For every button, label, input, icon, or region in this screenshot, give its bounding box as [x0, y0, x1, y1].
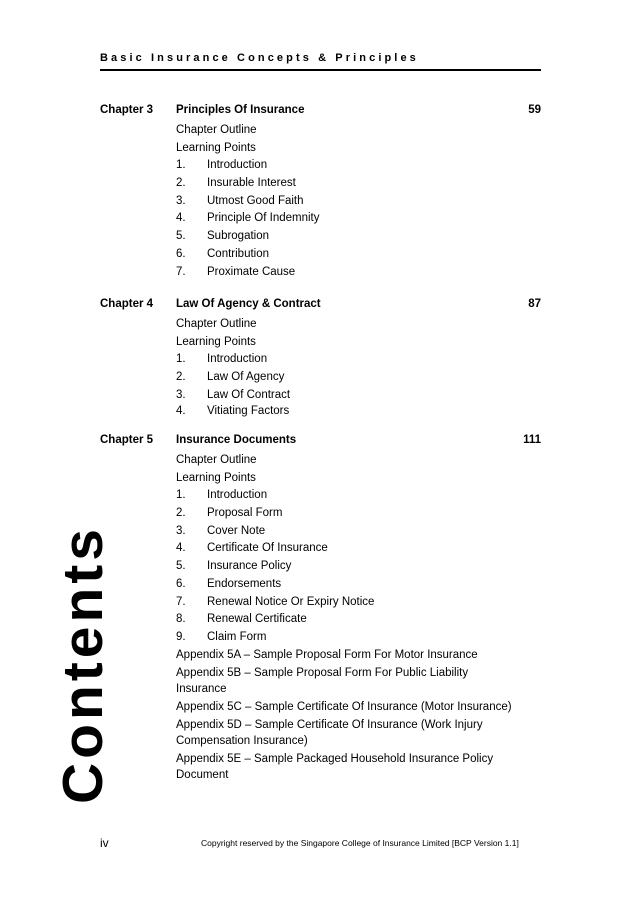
item-number: 5. [176, 230, 186, 243]
item-text: Utmost Good Faith [207, 194, 304, 207]
chapter-heading [100, 434, 541, 452]
chapter-outline: Chapter Outline [176, 318, 257, 330]
item-number: 2. [176, 371, 186, 384]
toc-item [176, 157, 541, 175]
item-text: Renewal Certificate [207, 613, 307, 626]
item-text: Insurance Policy [207, 560, 292, 573]
running-header: Basic Insurance Concepts & Principles [100, 52, 419, 64]
chapter-label: Chapter 5 [100, 434, 154, 446]
chapter-page-number: 111 [523, 434, 541, 446]
chapter-label: Chapter 3 [100, 104, 154, 116]
toc-item [176, 487, 541, 505]
item-number: 7. [176, 595, 186, 608]
page-number: iv [100, 836, 109, 850]
item-number: 1. [176, 489, 186, 502]
learning-points: Learning Points [176, 141, 256, 154]
item-text: Renewal Notice Or Expiry Notice [207, 595, 375, 608]
item-text: Proposal Form [207, 507, 283, 520]
chapter-entries [176, 452, 541, 783]
toc-item [176, 264, 541, 282]
item-number: 6. [176, 577, 186, 590]
learning-points: Learning Points [176, 335, 256, 348]
item-text: Claim Form [207, 630, 267, 643]
toc-item [176, 228, 541, 246]
item-text: Certificate Of Insurance [207, 542, 328, 555]
chapter-page-number: 59 [528, 104, 541, 116]
toc-item [176, 246, 541, 264]
side-label: Contents [51, 525, 115, 804]
item-text: Cover Note [207, 524, 266, 537]
toc-item [176, 351, 541, 369]
toc-item [176, 576, 541, 594]
chapter-title: Insurance Documents [176, 434, 297, 446]
item-text: Introduction [207, 159, 268, 172]
item-number: 1. [176, 353, 186, 366]
chapter-entries [176, 316, 541, 418]
item-text: Principle Of Indemnity [207, 212, 320, 225]
chapter-4-section [100, 298, 541, 418]
item-number: 3. [176, 388, 186, 401]
chapter-outline: Chapter Outline [176, 124, 257, 136]
chapter-heading [100, 298, 541, 316]
item-text: Vitiating Factors [207, 405, 290, 418]
chapter-page-number: 87 [528, 298, 541, 310]
item-number: 3. [176, 524, 186, 537]
item-number: 2. [176, 177, 186, 190]
item-number: 5. [176, 560, 186, 573]
appendix-entry: Appendix 5D – Sample Certificate Of Insurance (Work Injury Compensation Insurance) [176, 718, 483, 747]
appendix-entry: Appendix 5A – Sample Proposal Form For Motor Insurance [176, 648, 478, 661]
item-number: 3. [176, 194, 186, 207]
item-number: 4. [176, 542, 186, 555]
toc-item [176, 523, 541, 541]
item-number: 7. [176, 265, 186, 278]
toc-item [176, 629, 541, 647]
item-text: Endorsements [207, 577, 282, 590]
toc-item [176, 193, 541, 211]
item-text: Introduction [207, 353, 268, 366]
toc-item [176, 611, 541, 629]
item-text: Proximate Cause [207, 265, 296, 278]
item-text: Subrogation [207, 230, 270, 243]
toc-item [176, 175, 541, 193]
toc-item [176, 558, 541, 576]
item-text: Contribution [207, 247, 270, 260]
item-text: Insurable Interest [207, 177, 296, 190]
toc-item [176, 404, 541, 418]
chapter-title: Law Of Agency & Contract [176, 298, 321, 310]
learning-points: Learning Points [176, 471, 256, 484]
item-number: 1. [176, 159, 186, 172]
item-text: Law Of Agency [207, 371, 285, 384]
item-text: Law Of Contract [207, 388, 291, 401]
toc-item [176, 210, 541, 228]
chapter-3-section [100, 104, 541, 281]
item-text: Introduction [207, 489, 268, 502]
chapter-outline: Chapter Outline [176, 454, 257, 466]
chapter-label: Chapter 4 [100, 298, 154, 310]
appendix-entry: Appendix 5E – Sample Packaged Household Insurance Policy Document [176, 752, 494, 781]
header-rule [100, 69, 541, 71]
item-number: 4. [176, 405, 186, 418]
chapter-entries [176, 122, 541, 281]
copyright-notice: Copyright reserved by the Singapore College of Insurance Limited [BCP Version 1.1] [201, 838, 519, 848]
chapter-title: Principles Of Insurance [176, 104, 305, 116]
item-number: 8. [176, 613, 186, 626]
toc-item [176, 540, 541, 558]
item-number: 6. [176, 247, 186, 260]
chapter-5-section [100, 434, 541, 785]
appendix-entry: Appendix 5B – Sample Proposal Form For Public Liability Insurance [176, 666, 469, 695]
toc-item [176, 505, 541, 523]
appendix-entry: Appendix 5C – Sample Certificate Of Insurance (Motor Insurance) [176, 700, 512, 713]
item-number: 9. [176, 630, 186, 643]
toc-item [176, 369, 541, 387]
item-number: 2. [176, 507, 186, 520]
chapter-heading [100, 104, 541, 122]
toc-item [176, 387, 541, 405]
item-number: 4. [176, 212, 186, 225]
toc-item [176, 594, 541, 612]
